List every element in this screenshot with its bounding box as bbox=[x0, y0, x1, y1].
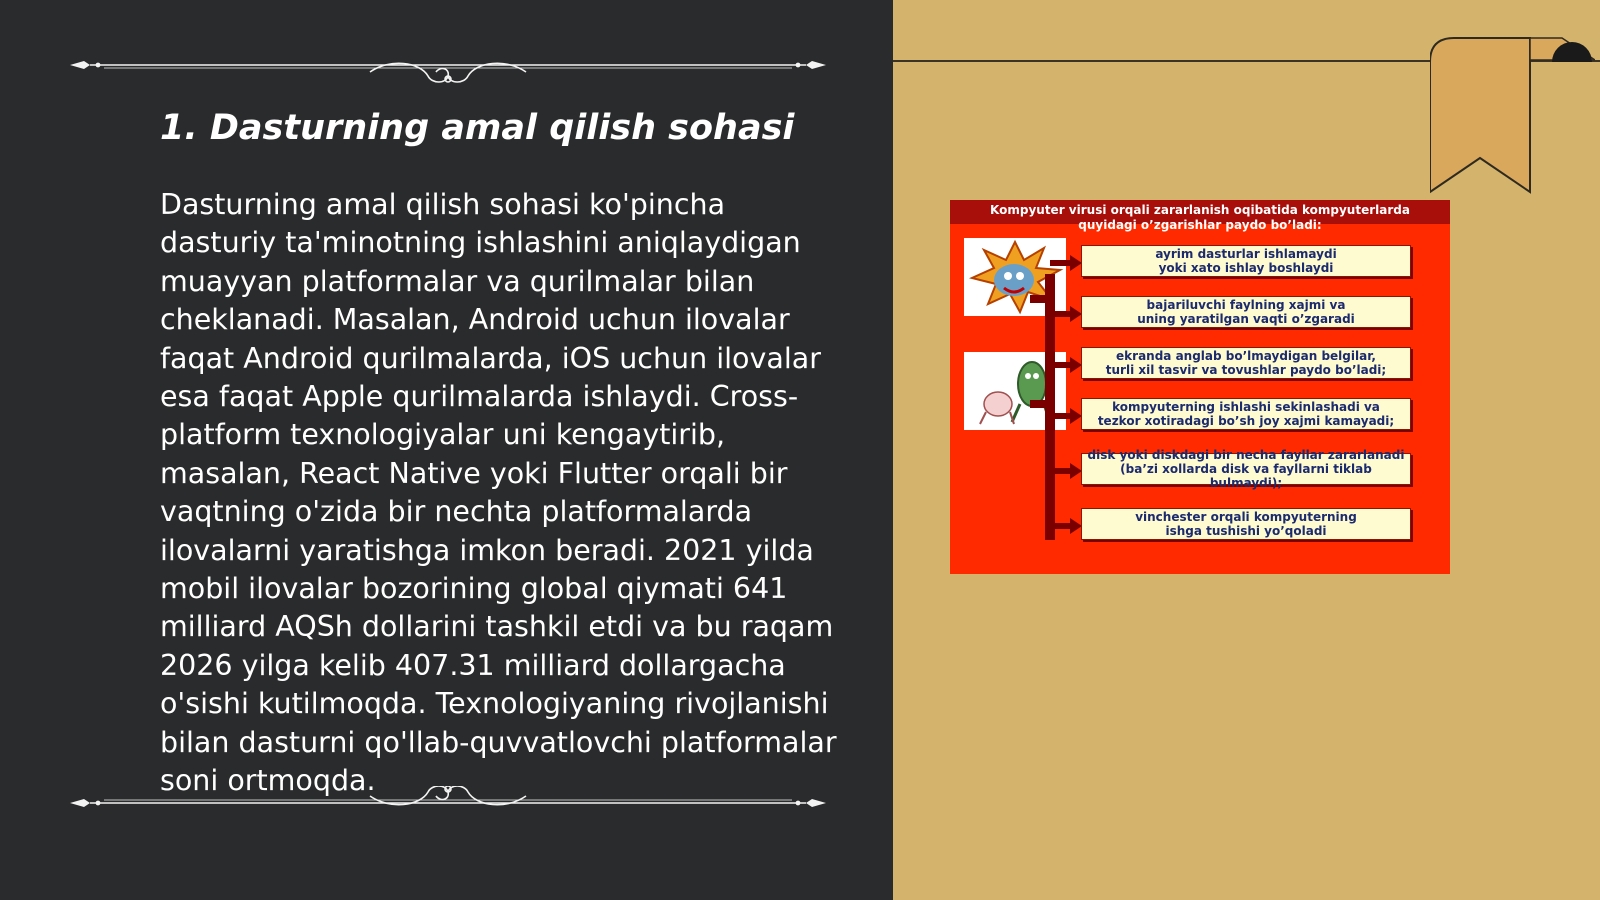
figure-connector-line bbox=[1050, 362, 1072, 368]
figure-item-box: disk yoki diskdagi bir necha fayllar zararlanadi (ba’zi xollarda disk va fayllarni tiklab bulmaydi); bbox=[1081, 453, 1411, 485]
figure-connector-line bbox=[1030, 400, 1050, 408]
top-ornament-icon bbox=[70, 48, 826, 84]
figure-connector-line bbox=[1050, 260, 1072, 266]
figure-item-box: ekranda anglab bo’lmaydigan belgilar, turli xil tasvir va tovushlar paydo bo’ladi; bbox=[1081, 347, 1411, 379]
slide-body-text: Dasturning amal qilish sohasi ko'pincha dasturiy ta'minotning ishlashini aniqlaydigan muayyan platformalar va qurilmalar bilan cheklanadi. Masalan, Android uchun ilovalar faqat Android qurilmalarda, iOS uchun ilovalar esa faqat Apple qurilmalarda ishlaydi. Cross-platform texnologiyalar uni kengaytirib, masalan, React Native yoki Flutter orqali bir vaqtning o'zida bir nechta platformalarda ilovalarni yaratishga imkon beradi. 2021 yilda mobil ilovalar bozorining global qiymati 641 milliard AQSh dollarini tashkil etdi va bu raqam 2026 yilga kelib 407.31 milliard dollargacha o'sishi kutilmoqda. Texnologiyaning rivojlanishi bilan dasturni qo'llab-quvvatlovchi platformalar soni ortmoqda. bbox=[160, 188, 837, 798]
figure-item-box: bajariluvchi faylning xajmi va uning yaratilgan vaqti o’zgaradi bbox=[1081, 296, 1411, 328]
slide-title: 1. Dasturning amal qilish sohasi bbox=[160, 108, 795, 148]
figure-item-box: kompyuterning ishlashi sekinlashadi va tezkor xotiradagi bo’sh joy xajmi kamayadi; bbox=[1081, 398, 1411, 430]
virus-effects-figure bbox=[950, 200, 1450, 574]
figure-item-box: ayrim dasturlar ishlamaydi yoki xato ishlay boshlaydi bbox=[1081, 245, 1411, 277]
figure-connector-line bbox=[1050, 523, 1072, 529]
figure-connector-line bbox=[1030, 295, 1050, 303]
figure-item-box: vinchester orqali kompyuterning ishga tushishi yo’qoladi bbox=[1081, 508, 1411, 540]
figure-connector-line bbox=[1050, 413, 1072, 419]
figure-connector-line bbox=[1050, 468, 1072, 474]
figure-connector-line bbox=[1050, 311, 1072, 317]
bookmark-ribbon-icon bbox=[1430, 36, 1595, 196]
figure-title: Kompyuter virusi orqali zararlanish oqibatida kompyuterlarda quyidagi o’zgarishlar paydo bo’ladi: bbox=[990, 203, 1410, 232]
